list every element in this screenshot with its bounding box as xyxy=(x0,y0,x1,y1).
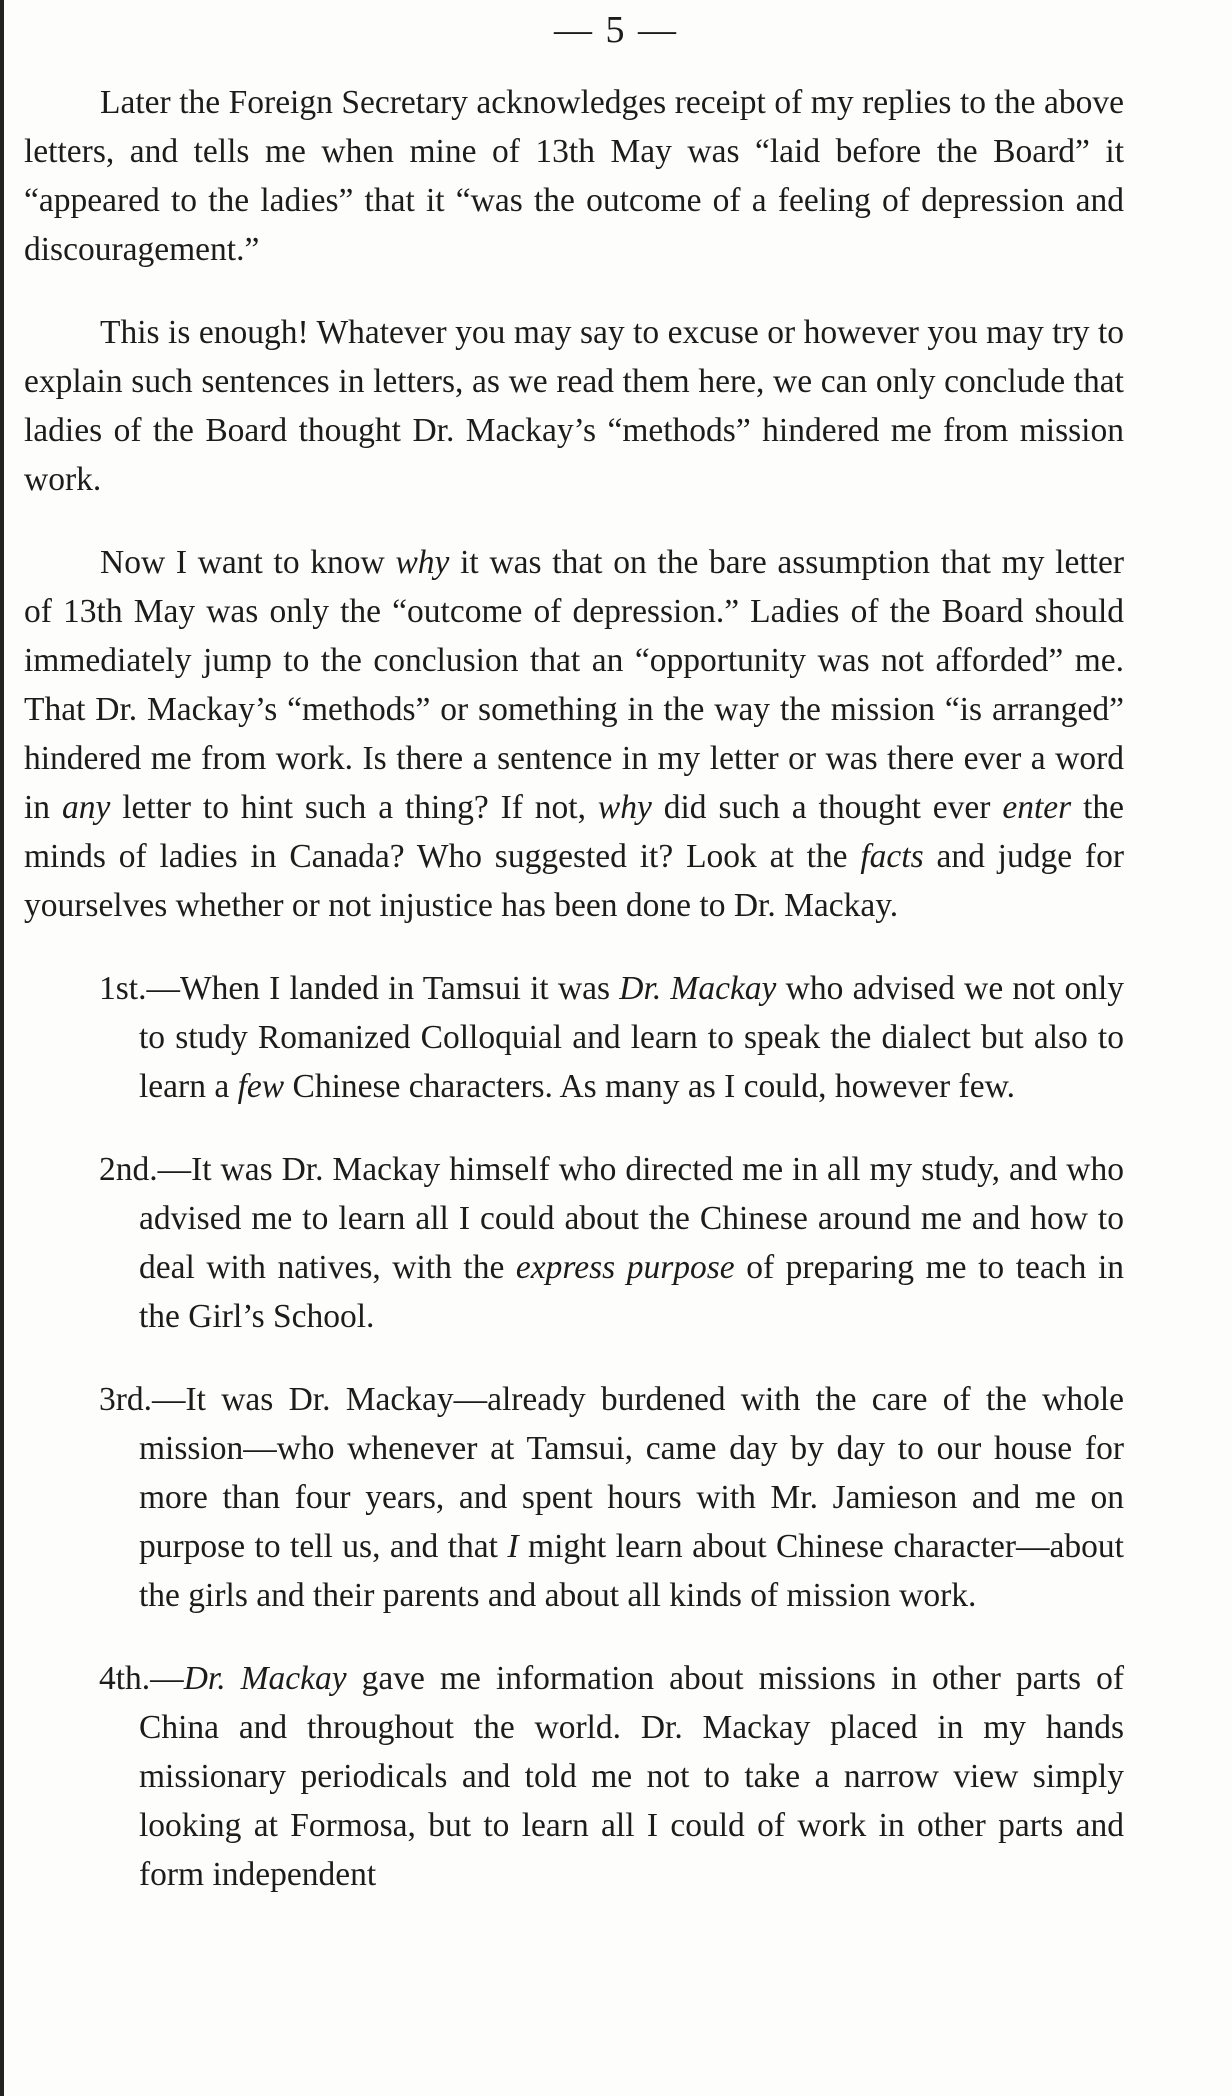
page-number: — 5 — xyxy=(554,9,678,51)
text-run: the minds of ladies in Canada? Who suggested it? Look at the xyxy=(24,789,1124,875)
text-run: Chinese characters. As many as I could, however few. xyxy=(284,1068,1015,1105)
text-run: Later the Foreign Secretary acknowledges receipt of my replies to the above letters, and tells me when mine of 13th May was “laid before the Board” it “appeared to the ladies” that it “was the outcome of a feeling of depression and discouragement.” xyxy=(24,84,1124,268)
italic-run: I xyxy=(507,1528,519,1565)
list-item-1st xyxy=(99,964,1124,1111)
text-run: of preparing me to teach in the Girl’s School. xyxy=(139,1249,1124,1335)
italic-run: why xyxy=(597,789,652,826)
numbered-points-list xyxy=(24,964,1124,1899)
text-run: This is enough! Whatever you may say to excuse or however you may try to explain such sentences in letters, as we read them here, we can only conclude that ladies of the Board thought Dr. Mackay’s “methods” hindered me from mission work. xyxy=(24,314,1124,498)
text-run: who advised we not only to study Romanized Colloquial and learn to speak the dialect but also to learn a xyxy=(139,970,1125,1105)
list-item-2nd xyxy=(99,1145,1124,1341)
text-run: 4th.— xyxy=(99,1660,184,1697)
text-run: letter to hint such a thing? If not, xyxy=(110,789,598,826)
text-run: it was that on the bare assumption that my letter of 13th May was only the “outcome of depression.” Ladies of the Board should immediately jump to the conclusion that an “opportunity was not afforded” me. That Dr. Mackay’s “methods” or something in the way the mission “is arranged” hindered me from work. Is there a sentence in my letter or was there ever a word in xyxy=(24,544,1124,826)
text-run: did such a thought ever xyxy=(651,789,1003,826)
italic-run: enter xyxy=(1002,789,1072,826)
text-run: might learn about Chinese character—about the girls and their parents and about all kinds of mission work. xyxy=(139,1528,1124,1614)
page-edge-border xyxy=(0,0,4,2096)
paragraph-foreign-secretary xyxy=(24,78,1124,274)
italic-run: Dr. Mackay xyxy=(619,970,777,1007)
list-item-4th xyxy=(99,1654,1124,1899)
list-item-3rd xyxy=(99,1375,1124,1620)
italic-run: Dr. Mackay xyxy=(183,1660,347,1697)
text-run: Now I want to know xyxy=(100,544,396,581)
text-run: and judge for yourselves whether or not injustice has been done to Dr. Mackay. xyxy=(24,838,1124,924)
italic-run: express purpose xyxy=(515,1249,735,1286)
text-run: 1st.—When I landed in Tamsui it was xyxy=(99,970,620,1007)
text-run: 3rd.—It was Dr. Mackay—already burdened with the care of the whole mission—who whenever at Tamsui, came day by day to our house for more than four years, and spent hours with Mr. Jamieson and me on purpose to tell us, and that xyxy=(99,1381,1124,1565)
text-run: gave me information about missions in other parts of China and throughout the world. Dr. Mackay placed in my hands missionary periodicals and told me not to take a narrow view simply looking at Formosa, but to learn all I could of work in other parts and form independent xyxy=(139,1660,1124,1893)
text-run: 2nd.—It was Dr. Mackay himself who directed me in all my study, and who advised me to learn all I could about the Chinese around me and how to deal with natives, with the xyxy=(99,1151,1124,1286)
italic-run: why xyxy=(395,544,450,581)
italic-run: facts xyxy=(860,838,924,875)
italic-run: any xyxy=(61,789,111,826)
paragraph-this-is-enough xyxy=(24,308,1124,504)
italic-run: few xyxy=(237,1068,285,1105)
paragraph-now-i-want-to-know xyxy=(24,538,1124,930)
document-body xyxy=(24,78,1124,1933)
